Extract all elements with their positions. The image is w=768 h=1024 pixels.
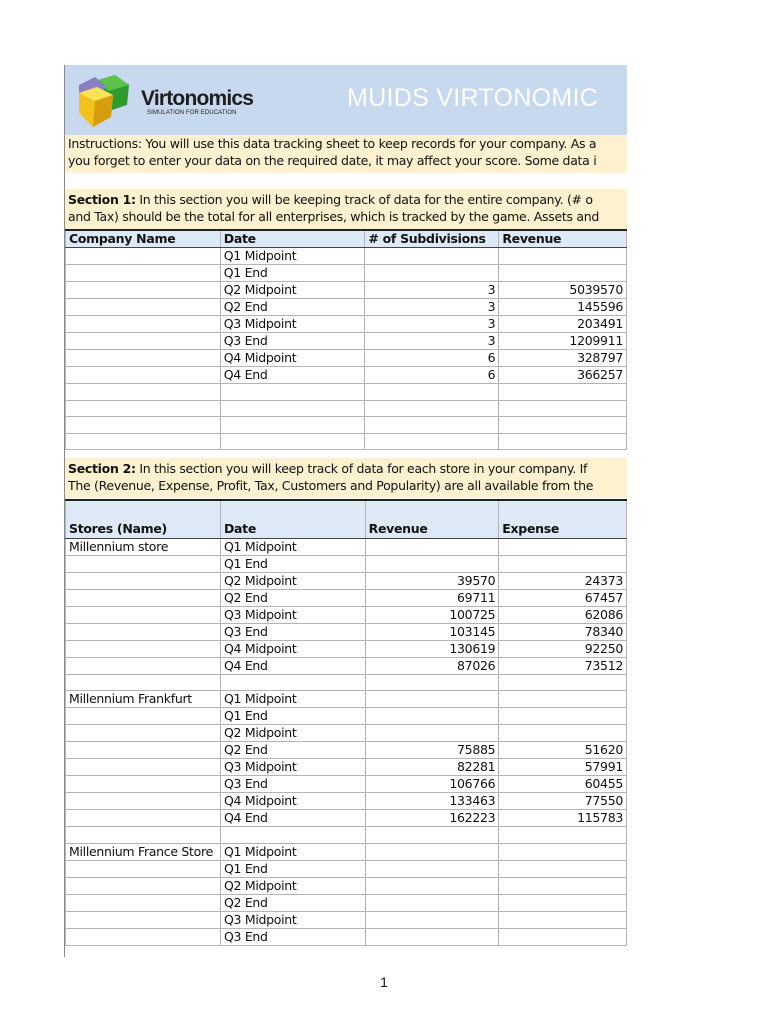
- table-cell[interactable]: Q1 Midpoint: [220, 843, 365, 860]
- table-cell[interactable]: [499, 555, 627, 572]
- table-cell[interactable]: [499, 265, 627, 282]
- table-cell[interactable]: Q1 End: [220, 860, 365, 877]
- store-table-row: [66, 759, 627, 776]
- table-cell[interactable]: [66, 350, 221, 367]
- table-cell[interactable]: [365, 417, 499, 434]
- table-cell[interactable]: [66, 367, 221, 384]
- table-cell[interactable]: [66, 606, 221, 623]
- table-cell[interactable]: [66, 265, 221, 282]
- table-cell[interactable]: [66, 299, 221, 316]
- table-cell[interactable]: 3: [365, 299, 499, 316]
- table-cell[interactable]: Q4 End: [220, 367, 365, 384]
- company-table-row: [66, 282, 627, 299]
- section2-note: [65, 458, 627, 498]
- table-cell[interactable]: Q3 Midpoint: [220, 606, 365, 623]
- table-cell[interactable]: [365, 911, 499, 928]
- table-cell[interactable]: Q4 End: [220, 810, 365, 827]
- store-table-row: [66, 623, 627, 640]
- table-cell[interactable]: [499, 691, 627, 708]
- company-table-row: [66, 333, 627, 350]
- table-cell[interactable]: [499, 400, 627, 417]
- table-cell[interactable]: Q1 Midpoint: [220, 248, 365, 265]
- table-cell[interactable]: [66, 400, 221, 417]
- table-cell[interactable]: Q2 End: [220, 299, 365, 316]
- table-cell[interactable]: 6: [365, 350, 499, 367]
- store-table-row: [66, 810, 627, 827]
- header-banner: [65, 65, 627, 135]
- table-cell[interactable]: [365, 860, 499, 877]
- store-table-row: [66, 538, 627, 555]
- table-cell[interactable]: [365, 877, 499, 894]
- table-cell[interactable]: [365, 538, 499, 555]
- table-cell[interactable]: Q3 End: [220, 928, 365, 945]
- table-cell[interactable]: [66, 725, 221, 742]
- virtonomics-logo-icon: [75, 73, 131, 129]
- table-cell[interactable]: [365, 400, 499, 417]
- table-cell[interactable]: [365, 928, 499, 945]
- table-cell[interactable]: Q1 End: [220, 555, 365, 572]
- store-table-row: [66, 877, 627, 894]
- brand-tagline: SIMULATION FOR EDUCATION: [147, 110, 237, 116]
- section1-line-1: In this section you will be keeping track of data for the entire company. (# o: [135, 192, 593, 207]
- table-cell[interactable]: [499, 928, 627, 945]
- table-cell[interactable]: [499, 384, 627, 401]
- table-cell[interactable]: Q1 End: [220, 265, 365, 282]
- table-cell[interactable]: 73512: [499, 657, 627, 674]
- table-cell[interactable]: 75885: [365, 742, 499, 759]
- table-cell[interactable]: 203491: [499, 316, 627, 333]
- table-cell[interactable]: Millennium Frankfurt: [66, 691, 221, 708]
- table-cell[interactable]: Q3 End: [220, 623, 365, 640]
- table-cell[interactable]: 78340: [499, 623, 627, 640]
- table-cell[interactable]: [365, 433, 499, 450]
- table-cell[interactable]: 57991: [499, 759, 627, 776]
- table-cell[interactable]: 69711: [365, 589, 499, 606]
- table-cell[interactable]: Q1 Midpoint: [220, 538, 365, 555]
- store-table-row: [66, 742, 627, 759]
- table-cell[interactable]: [66, 793, 221, 810]
- sheet-title: MUIDS VIRTONOMIC: [347, 84, 599, 112]
- table-cell[interactable]: [220, 417, 365, 434]
- column-header: Company Name: [66, 230, 221, 248]
- company-table-row: [66, 384, 627, 401]
- table-cell[interactable]: [66, 877, 221, 894]
- table-cell[interactable]: [66, 742, 221, 759]
- store-table-row: [66, 589, 627, 606]
- table-cell[interactable]: Q2 End: [220, 742, 365, 759]
- table-cell[interactable]: Millennium France Store: [66, 843, 221, 860]
- table-cell[interactable]: Q4 Midpoint: [220, 793, 365, 810]
- table-cell[interactable]: [66, 316, 221, 333]
- store-data-table: [65, 499, 627, 946]
- store-table-row: [66, 691, 627, 708]
- table-cell[interactable]: Q2 Midpoint: [220, 282, 365, 299]
- company-table-row: [66, 299, 627, 316]
- table-cell[interactable]: Q3 Midpoint: [220, 759, 365, 776]
- table-cell[interactable]: Q3 Midpoint: [220, 316, 365, 333]
- table-cell[interactable]: [365, 827, 499, 844]
- table-cell[interactable]: [66, 384, 221, 401]
- store-table-row: [66, 793, 627, 810]
- table-cell[interactable]: 115783: [499, 810, 627, 827]
- company-table-row: [66, 248, 627, 265]
- company-table-row: [66, 350, 627, 367]
- table-cell[interactable]: 130619: [365, 640, 499, 657]
- table-cell[interactable]: 133463: [365, 793, 499, 810]
- table-cell[interactable]: Q2 End: [220, 894, 365, 911]
- column-header: Date: [220, 500, 365, 538]
- table-cell[interactable]: [66, 333, 221, 350]
- table-cell[interactable]: Q3 End: [220, 333, 365, 350]
- column-header: Date: [220, 230, 365, 248]
- table-cell[interactable]: [499, 417, 627, 434]
- table-cell[interactable]: [499, 674, 627, 691]
- section2-line-1: In this section you will keep track of data for each store in your company. If: [135, 461, 588, 476]
- column-header: # of Subdivisions: [365, 230, 499, 248]
- table-cell[interactable]: [66, 928, 221, 945]
- table-cell[interactable]: 60455: [499, 776, 627, 793]
- column-header: Stores (Name): [66, 500, 221, 538]
- table-cell[interactable]: [499, 860, 627, 877]
- table-cell[interactable]: [220, 384, 365, 401]
- company-data-table: [65, 229, 627, 450]
- table-cell[interactable]: [220, 400, 365, 417]
- table-cell[interactable]: [66, 776, 221, 793]
- store-table-row: [66, 674, 627, 691]
- table-cell[interactable]: Q4 Midpoint: [220, 640, 365, 657]
- page-number: 1: [380, 974, 388, 990]
- table-cell[interactable]: [365, 725, 499, 742]
- store-table-row: [66, 911, 627, 928]
- table-cell[interactable]: [365, 691, 499, 708]
- store-table-row: [66, 827, 627, 844]
- company-table-row: [66, 417, 627, 434]
- table-cell[interactable]: Q3 End: [220, 776, 365, 793]
- spreadsheet-page: [64, 65, 627, 957]
- table-cell[interactable]: 39570: [365, 572, 499, 589]
- table-cell[interactable]: 366257: [499, 367, 627, 384]
- store-table-row: [66, 843, 627, 860]
- table-cell[interactable]: 328797: [499, 350, 627, 367]
- table-cell[interactable]: [66, 248, 221, 265]
- table-cell[interactable]: Millennium store: [66, 538, 221, 555]
- table-cell[interactable]: Q3 Midpoint: [220, 911, 365, 928]
- column-header: Revenue: [365, 500, 499, 538]
- table-cell[interactable]: [220, 674, 365, 691]
- table-cell[interactable]: 145596: [499, 299, 627, 316]
- store-table-header: [66, 500, 627, 538]
- table-cell[interactable]: 82281: [365, 759, 499, 776]
- section1-label: Section 1:: [68, 192, 136, 207]
- table-cell[interactable]: [365, 674, 499, 691]
- table-cell[interactable]: 100725: [365, 606, 499, 623]
- section2-line-2: The (Revenue, Expense, Profit, Tax, Customers and Popularity) are all available from the: [68, 478, 594, 493]
- table-cell[interactable]: [499, 911, 627, 928]
- table-cell[interactable]: [499, 708, 627, 725]
- table-cell[interactable]: [499, 725, 627, 742]
- table-cell[interactable]: [499, 843, 627, 860]
- table-cell[interactable]: 103145: [365, 623, 499, 640]
- store-table-row: [66, 640, 627, 657]
- table-cell[interactable]: [66, 282, 221, 299]
- table-cell[interactable]: [499, 877, 627, 894]
- table-cell[interactable]: [66, 759, 221, 776]
- store-table-row: [66, 928, 627, 945]
- table-cell[interactable]: Q1 End: [220, 708, 365, 725]
- table-cell[interactable]: 62086: [499, 606, 627, 623]
- table-cell[interactable]: 3: [365, 282, 499, 299]
- table-cell[interactable]: [66, 708, 221, 725]
- table-cell[interactable]: Q4 End: [220, 657, 365, 674]
- section1-line-2: and Tax) should be the total for all enterprises, which is tracked by the game. Assets and: [68, 209, 599, 224]
- table-cell[interactable]: [499, 248, 627, 265]
- company-table-row: [66, 367, 627, 384]
- table-cell[interactable]: Q2 Midpoint: [220, 877, 365, 894]
- table-cell[interactable]: [66, 417, 221, 434]
- table-cell[interactable]: Q2 Midpoint: [220, 725, 365, 742]
- table-cell[interactable]: [499, 538, 627, 555]
- table-cell[interactable]: [66, 555, 221, 572]
- table-cell[interactable]: Q1 Midpoint: [220, 691, 365, 708]
- instructions-line-1: Instructions: You will use this data tracking sheet to keep records for your company. As a: [68, 136, 597, 151]
- table-cell[interactable]: [365, 555, 499, 572]
- table-cell[interactable]: Q2 Midpoint: [220, 572, 365, 589]
- table-cell[interactable]: [66, 640, 221, 657]
- brand-name: Virtonomics: [141, 87, 254, 110]
- company-table-row: [66, 433, 627, 450]
- table-cell[interactable]: [66, 827, 221, 844]
- table-cell[interactable]: [66, 589, 221, 606]
- store-table-row: [66, 860, 627, 877]
- table-cell[interactable]: [499, 827, 627, 844]
- table-cell[interactable]: 6: [365, 367, 499, 384]
- table-cell[interactable]: 3: [365, 333, 499, 350]
- instructions-line-2: you forget to enter your data on the required date, it may affect your score. Some data i: [68, 153, 597, 168]
- table-cell[interactable]: 24373: [499, 572, 627, 589]
- table-cell[interactable]: 67457: [499, 589, 627, 606]
- table-cell[interactable]: [66, 433, 221, 450]
- table-cell[interactable]: [499, 894, 627, 911]
- table-cell[interactable]: 51620: [499, 742, 627, 759]
- table-cell[interactable]: [365, 894, 499, 911]
- instructions-note: [65, 135, 627, 173]
- company-table-row: [66, 265, 627, 282]
- store-table-row: [66, 555, 627, 572]
- table-cell[interactable]: [66, 657, 221, 674]
- table-cell[interactable]: [365, 265, 499, 282]
- table-cell[interactable]: [499, 433, 627, 450]
- table-cell[interactable]: [66, 623, 221, 640]
- store-table-row: [66, 572, 627, 589]
- company-table-row: [66, 400, 627, 417]
- table-cell[interactable]: 5039570: [499, 282, 627, 299]
- table-cell[interactable]: 77550: [499, 793, 627, 810]
- table-cell[interactable]: [66, 810, 221, 827]
- column-header: Revenue: [499, 230, 627, 248]
- table-cell[interactable]: Q2 End: [220, 589, 365, 606]
- table-cell[interactable]: 162223: [365, 810, 499, 827]
- store-table-row: [66, 725, 627, 742]
- table-cell[interactable]: [66, 894, 221, 911]
- table-cell[interactable]: [365, 248, 499, 265]
- table-cell[interactable]: [220, 433, 365, 450]
- table-cell[interactable]: [365, 708, 499, 725]
- table-cell[interactable]: [365, 843, 499, 860]
- column-header: Expense: [499, 500, 627, 538]
- table-cell[interactable]: [365, 384, 499, 401]
- section2-label: Section 2:: [68, 461, 136, 476]
- table-cell[interactable]: [66, 572, 221, 589]
- table-cell[interactable]: 87026: [365, 657, 499, 674]
- table-cell[interactable]: 92250: [499, 640, 627, 657]
- table-cell[interactable]: 106766: [365, 776, 499, 793]
- company-table-header: [66, 230, 627, 248]
- store-table-row: [66, 776, 627, 793]
- table-cell[interactable]: [66, 860, 221, 877]
- store-table-row: [66, 606, 627, 623]
- table-cell[interactable]: [66, 911, 221, 928]
- store-table-row: [66, 708, 627, 725]
- table-cell[interactable]: 1209911: [499, 333, 627, 350]
- store-table-row: [66, 657, 627, 674]
- table-cell[interactable]: [220, 827, 365, 844]
- table-cell[interactable]: [66, 674, 221, 691]
- section1-note: [65, 189, 627, 229]
- company-table-row: [66, 316, 627, 333]
- table-cell[interactable]: 3: [365, 316, 499, 333]
- store-table-row: [66, 894, 627, 911]
- table-cell[interactable]: Q4 Midpoint: [220, 350, 365, 367]
